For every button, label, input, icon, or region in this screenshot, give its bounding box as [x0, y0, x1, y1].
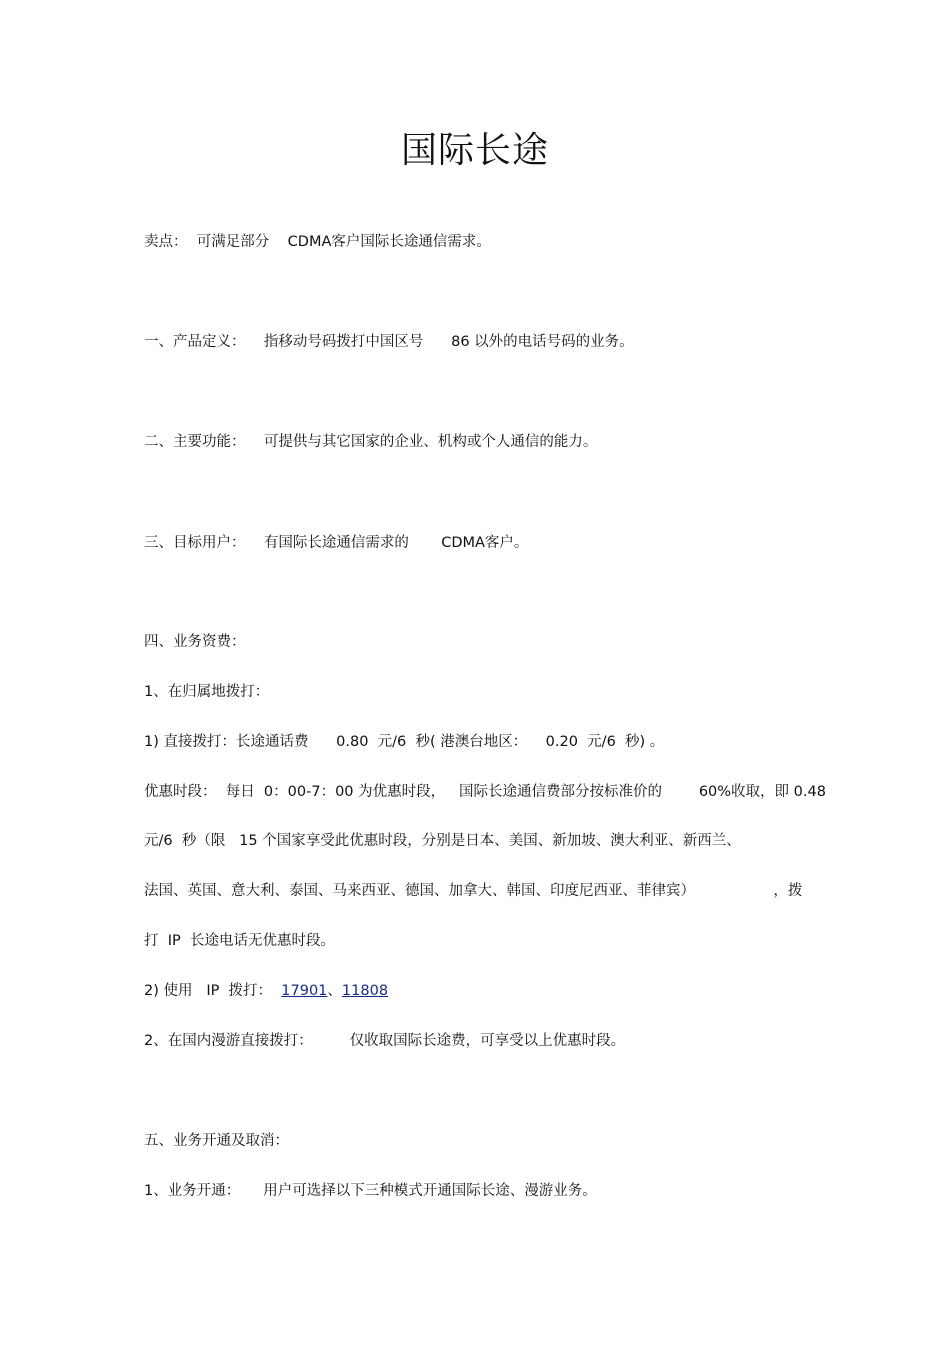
- section-target-users: 三、目标用户： 有国际长途通信需求的 CDMA客户。: [144, 535, 529, 551]
- ip-code-11808-link[interactable]: 11808: [341, 983, 389, 999]
- discount-line-4: 打 IP 长途电话无优惠时段。: [144, 933, 335, 949]
- tariff-direct-dial: 1) 直接拨打：长途通话费 0.80 元/6 秒( 港澳台地区： 0.20 元/6 秒) 。: [144, 734, 665, 750]
- page-title: 国际长途: [400, 130, 549, 171]
- ip-dial-line: [144, 981, 388, 1001]
- section-product-definition: 一、产品定义： 指移动号码拨打中国区号 86 以外的电话号码的业务。: [144, 334, 634, 350]
- tariff-home-dial: 1、在归属地拨打：: [144, 684, 270, 700]
- discount-line-3: 法国、英国、意大利、泰国、马来西亚、德国、加拿大、韩国、印度尼西亚、菲律宾） ，拨: [144, 883, 803, 899]
- ip-code-separator: 、: [327, 983, 342, 999]
- activation-line: 1、业务开通： 用户可选择以下三种模式开通国际长途、漫游业务。: [144, 1183, 597, 1199]
- selling-point: 卖点： 可满足部分 CDMA客户国际长途通信需求。: [144, 234, 491, 250]
- ip-code-17901-link[interactable]: 17901: [281, 983, 328, 999]
- tariff-roaming-dial: 2、在国内漫游直接拨打： 仅收取国际长途费，可享受以上优惠时段。: [144, 1033, 626, 1049]
- section-main-functions: 二、主要功能： 可提供与其它国家的企业、机构或个人通信的能力。: [144, 434, 598, 450]
- section-activation-heading: 五、业务开通及取消：: [144, 1133, 289, 1149]
- discount-line-2: 元/6 秒（限 15 个国家享受此优惠时段，分别是日本、美国、新加坡、澳大利亚、新西兰、: [144, 833, 741, 849]
- discount-line-1: 优惠时段： 每日 0：00-7：00 为优惠时段， 国际长途通信费部分按标准价的 60%收取，即 0.48: [144, 784, 826, 800]
- section-tariff-heading: 四、业务资费：: [144, 634, 246, 650]
- ip-dial-prefix: 2) 使用 IP 拨打：: [144, 983, 282, 999]
